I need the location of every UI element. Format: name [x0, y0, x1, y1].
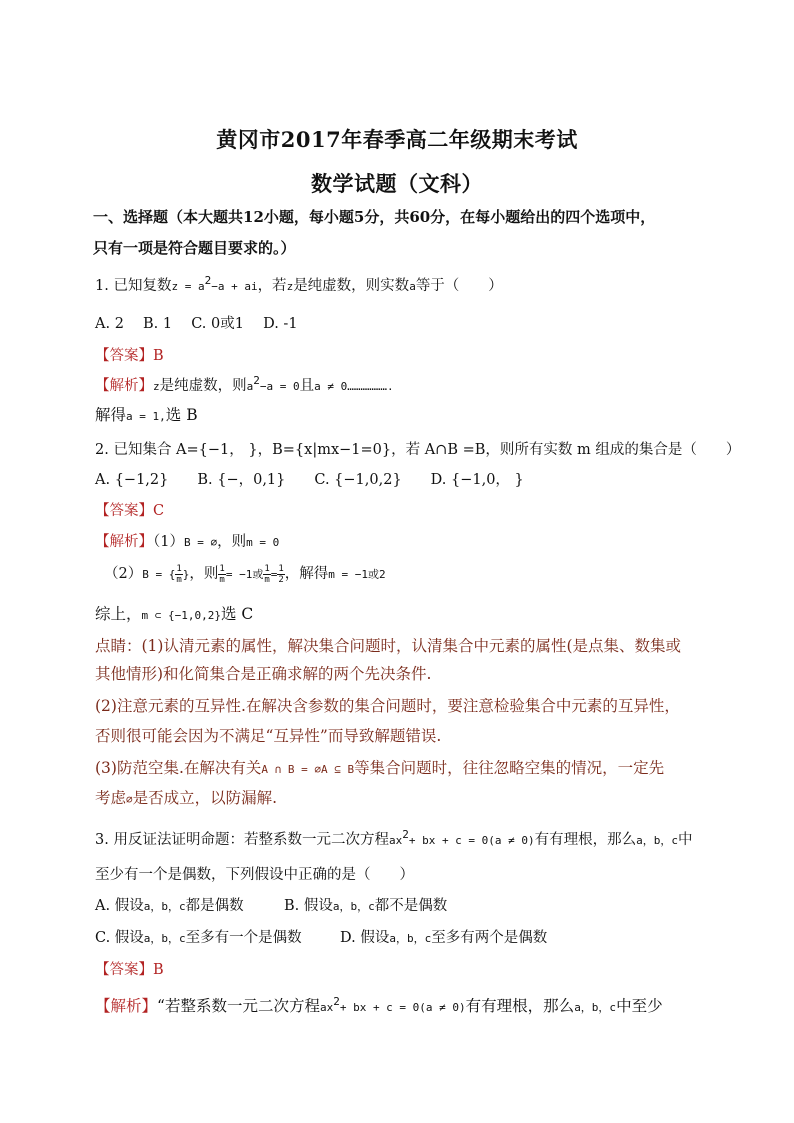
q2-analysis-case1: 【解析】（1）B = ∅，则m = 0 [95, 534, 280, 550]
q2-note-line6: 考虑∅是否成立，以防漏解. [95, 789, 278, 807]
q3-option-b: B. 假设a，b，c都不是偶数 [284, 898, 448, 914]
q2-answer: 【答案】C [95, 503, 165, 519]
q2-note-line5: (3)防范空集.在解决有关A ∩ B = ∅A ⊆ B等集合问题时，往往忽略空集的情况，一定先 [95, 759, 665, 777]
q2-summary: 综上，m ⊂ {−1,0,2}选 C [95, 605, 254, 623]
q3-answer: 【答案】B [95, 962, 164, 978]
fraction: $\frac{1}{m}$ [219, 563, 225, 585]
section-heading-line1: 一、选择题（本大题共12小题，每小题5分，共60分，在每小题给出的四个选项中， [93, 208, 656, 226]
q1-stem: 1. 已知复数$z = a^2-a$ + ai，若z是纯虚数，则实数a等于（ ） [95, 274, 503, 294]
exam-subtitle: 数学试题（文科） [311, 171, 483, 196]
q2-options: A. {−1,2} B. {−，0,1} C. {−1,0,2} D. {−1,0， } [95, 472, 524, 488]
q3-option-c: C. 假设a，b，c至多有一个是偶数 [95, 930, 302, 946]
q2-note-line1: 点睛：(1)认清元素的属性，解决集合问题时，认清集合中元素的属性(是点集、数集或 [95, 637, 682, 655]
exam-title: 黄冈市2017年春季高二年级期末考试 [216, 127, 578, 152]
fraction: $\frac{1}{m}$ [176, 563, 182, 585]
q2-note-line2: 其他情形)和化简集合是正确求解的两个先决条件. [95, 665, 432, 683]
q2-stem: 2. 已知集合 A={−1， }，B={x|mx−1=0}，若 A∩B =B，则所有实数 m 组成的集合是（ ） [95, 442, 741, 458]
q1-answer: 【答案】B [95, 348, 164, 364]
fraction: $\frac{1}{m}$ [264, 563, 270, 585]
q3-option-a: A. 假设a，b，c都是偶数 [95, 898, 244, 914]
q3-stem-line2: 至少有一个是偶数，下列假设中正确的是（ ） [95, 867, 414, 883]
section-heading-line2: 只有一项是符合题目要求的。） [93, 239, 296, 257]
q3-stem-line1: 3. 用反证法证明命题：若整系数一元二次方程$ax^2+$ bx + c = 0(a ≠ 0)有有理根，那么a，b，c中 [95, 828, 693, 848]
q2-note-line3: (2)注意元素的互异性.在解决含参数的集合问题时，要注意检验集合中元素的互异性， [95, 697, 680, 715]
q1-solution: 解得a = 1,选 B [95, 406, 198, 424]
q1-options: A. 2 B. 1 C. 0或1 D. -1 [95, 316, 298, 332]
q3-option-d: D. 假设a，b，c至多有两个是偶数 [340, 930, 548, 946]
q2-analysis-case2: （2）B = { $\frac{1}{m}$ }，则 $\frac{1}{m}$ = −1或 $\frac{1}{m}$ = $\frac{1}{2}$ ，解得m = −1或2 [104, 563, 386, 585]
fraction: $\frac{1}{2}$ [278, 563, 284, 585]
q2-note-line4: 否则很可能会因为不满足“互异性”而导致解题错误. [95, 727, 442, 745]
q1-analysis: 【解析】z是纯虚数，则$a^2-a = 0$且a ≠ 0………………. [95, 374, 394, 394]
q3-analysis: 【解析】“若整系数一元二次方程$ax^2+$ bx + c = 0(a ≠ 0)有有理根，那么a，b，c中至少 [95, 994, 663, 1015]
